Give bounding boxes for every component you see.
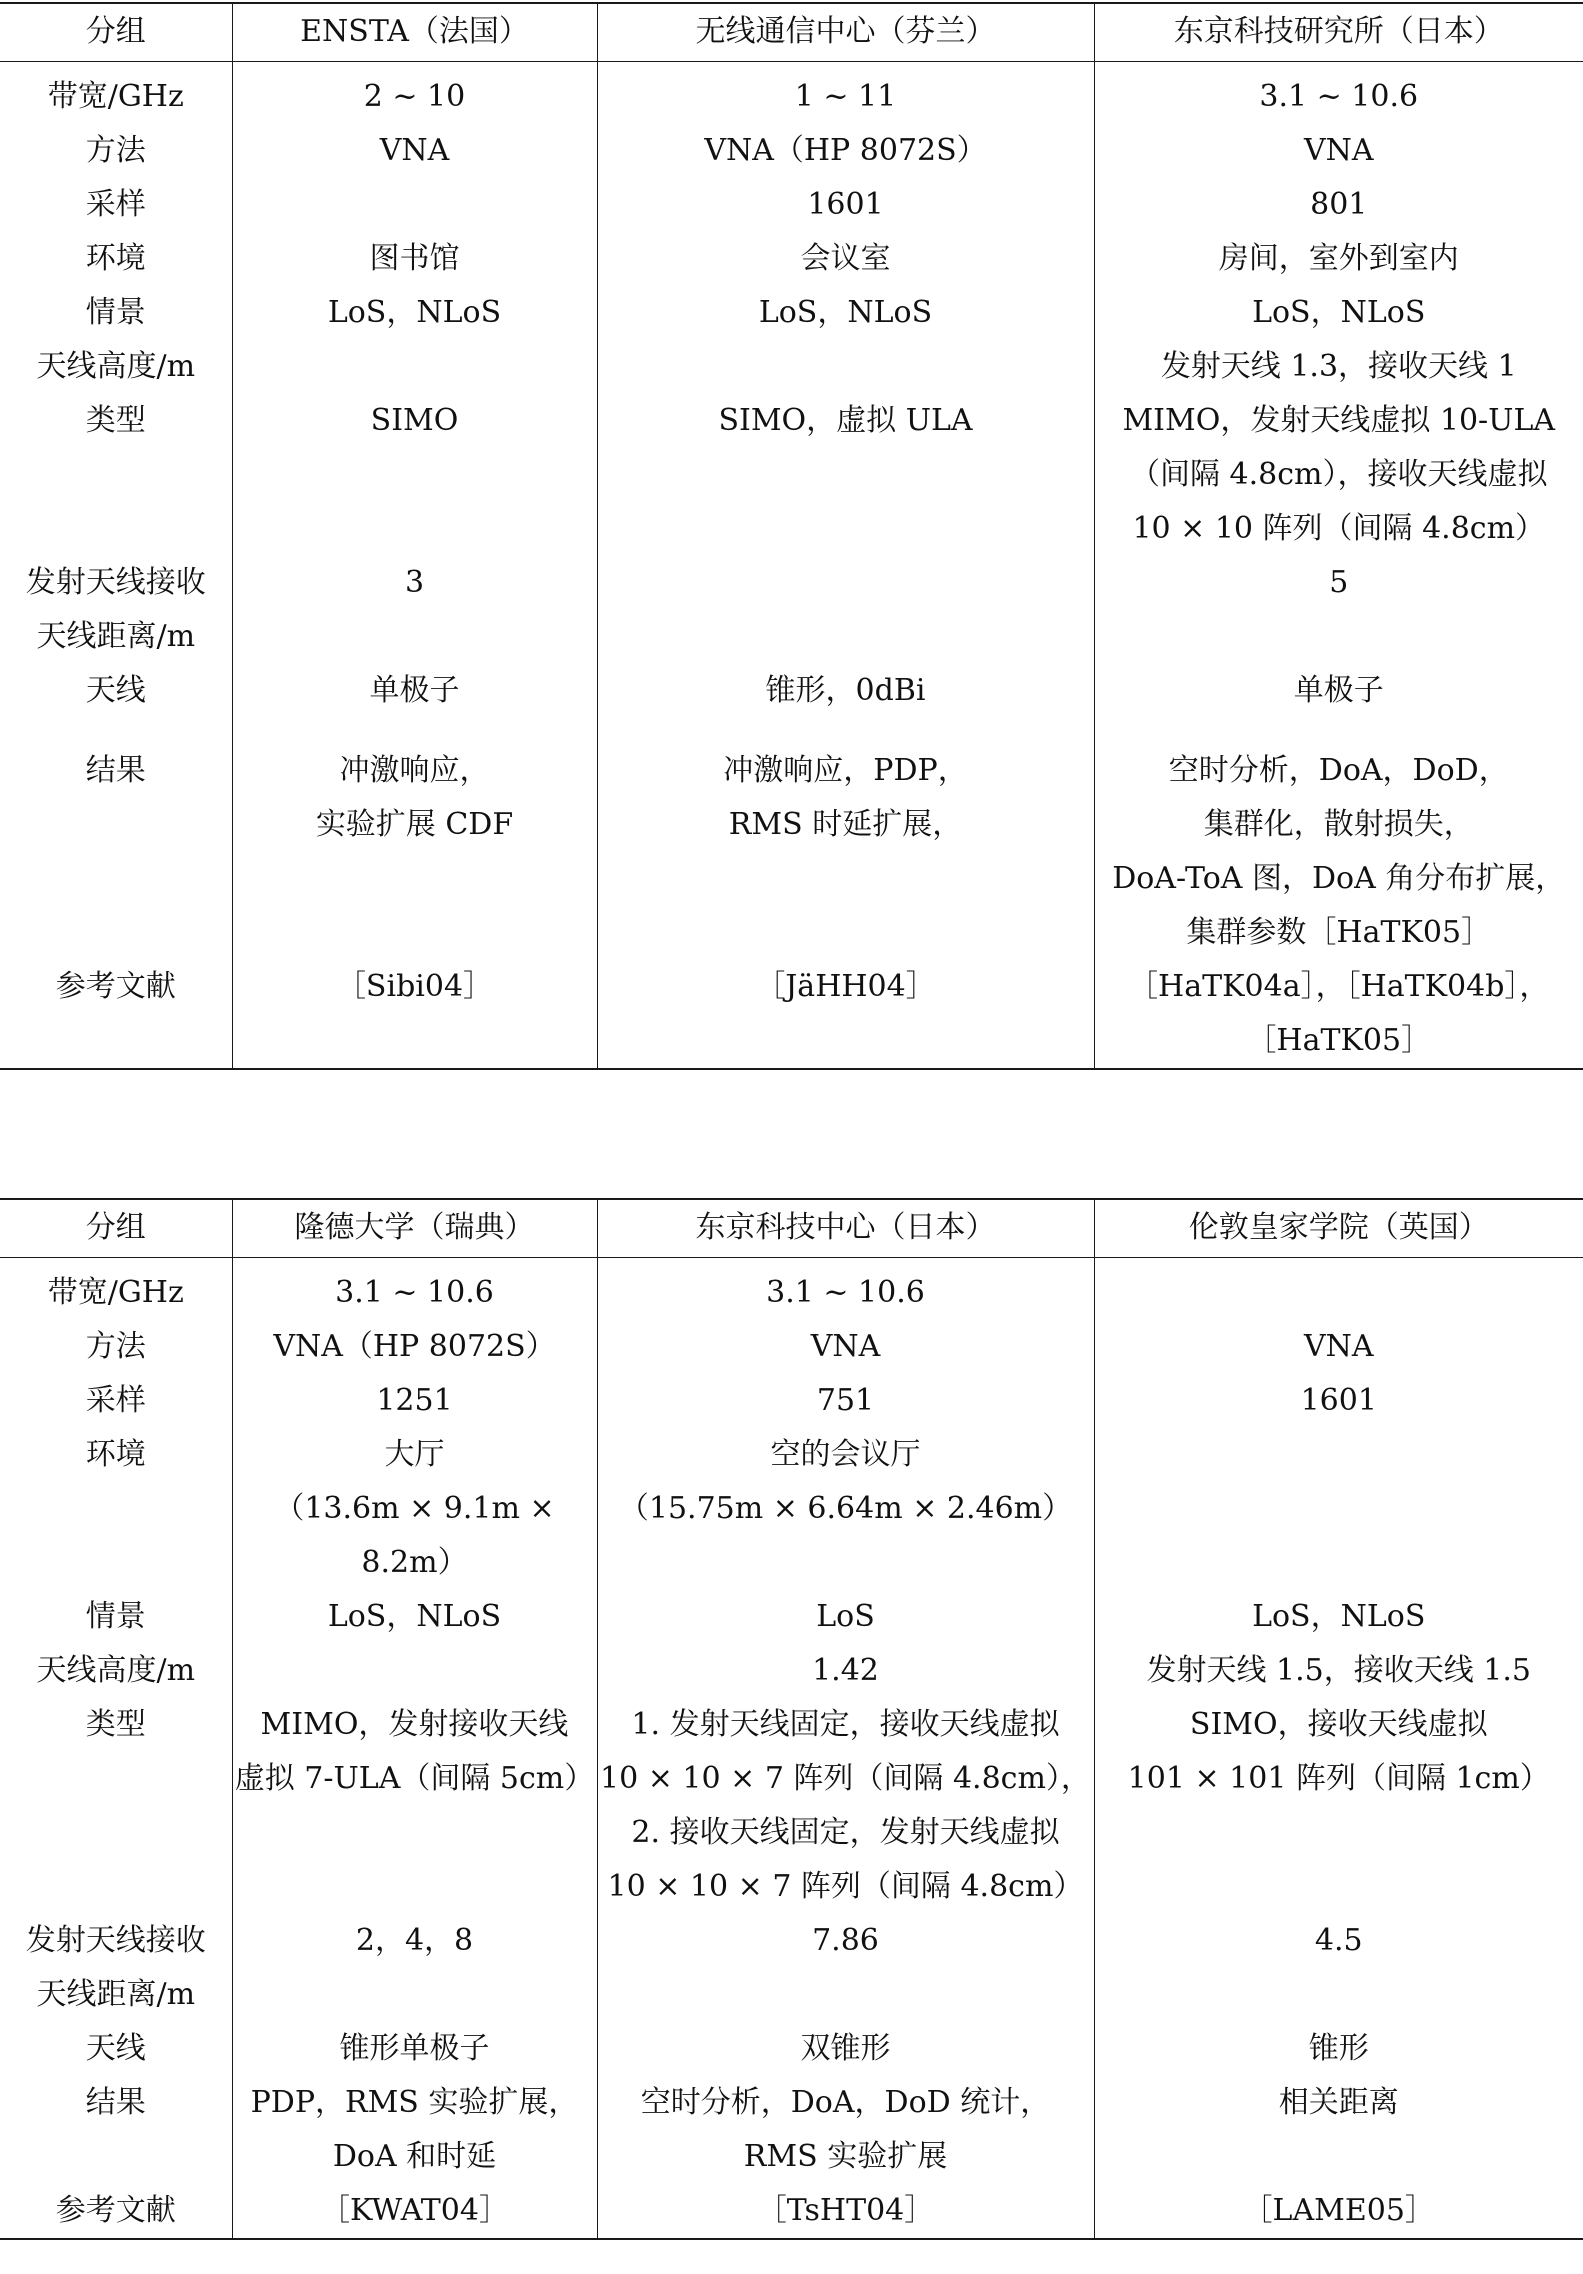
table-row [0,124,1583,178]
row-label: 参考文献 [55,2192,176,2228]
table-cell: 单极子 [232,664,597,744]
table-cell: LoS，NLoS [1094,1590,1583,1644]
table-cell: LoS，NLoS [232,1590,597,1644]
table-row [0,1914,1583,2022]
column-header: 无线通信中心（芬兰） [597,3,1094,61]
table-cell: VNA [1094,124,1583,178]
table-cell: 空时分析，DoA，DoD 统计， RMS 实验扩展 [597,2076,1094,2184]
row-label: 天线高度/m [36,1652,196,1688]
table-row [0,178,1583,232]
row-label: 结果 [85,2084,146,2120]
column-header: 东京科技中心（日本） [597,1199,1094,1257]
table-cell: 发射天线 1.5，接收天线 1.5 [1094,1644,1583,1698]
measurement-table-bottom [0,1198,1583,2240]
row-label: 方法 [85,1328,146,1364]
table-cell: 2 ~ 10 [232,61,597,124]
table-cell: 冲激响应， 实验扩展 CDF [232,744,597,960]
table-row [0,1644,1583,1698]
table-cell: 会议室 [597,232,1094,286]
table-cell [232,340,597,394]
table-row [0,394,1583,556]
table-cell: 相关距离 [1094,2076,1583,2184]
row-label: 带宽/GHz [47,1274,184,1310]
row-label: 类型 [85,402,146,438]
table-cell: 冲激响应，PDP， RMS 时延扩展， [597,744,1094,960]
table-row [0,2184,1583,2239]
measurement-table-top [0,2,1583,1070]
table-cell: LoS，NLoS [232,286,597,340]
row-label: 环境 [85,1436,146,1472]
table-cell: 锥形单极子 [232,2022,597,2076]
table-cell: LoS，NLoS [597,286,1094,340]
column-header: 分组 [0,1199,232,1257]
table-cell: 801 [1094,178,1583,232]
table-cell: SIMO [232,394,597,556]
table-cell: 房间，室外到室内 [1094,232,1583,286]
table-cell: 1 ~ 11 [597,61,1094,124]
table-cell: 3.1 ~ 10.6 [597,1257,1094,1320]
table-cell: 3.1 ~ 10.6 [1094,61,1583,124]
table-cell: ［JäHH04］ [597,960,1094,1069]
table-cell: 2，4，8 [232,1914,597,2022]
column-header: 东京科技研究所（日本） [1094,3,1583,61]
table-cell: VNA（HP 8072S） [597,124,1094,178]
table-cell [232,178,597,232]
table-cell: ［KWAT04］ [232,2184,597,2239]
row-label: 采样 [85,1382,146,1418]
table-row [0,232,1583,286]
table-cell: VNA [597,1320,1094,1374]
row-label: 环境 [85,240,146,276]
table-cell: VNA [232,124,597,178]
table-row [0,1428,1583,1590]
table-cell: 1601 [597,178,1094,232]
table-row [0,744,1583,960]
table-cell: LoS [597,1590,1094,1644]
table-row [0,1374,1583,1428]
row-label: 情景 [85,1598,146,1634]
row-label: 参考文献 [55,968,176,1004]
table-cell [1094,1257,1583,1320]
table-header-row [0,1199,1583,1257]
table-cell: MIMO，发射接收天线 虚拟 7-ULA（间隔 5cm） [232,1698,597,1914]
table-cell: ［HaTK04a］，［HaTK04b］， ［HaTK05］ [1094,960,1583,1069]
table-cell: 1.42 [597,1644,1094,1698]
column-header: 隆德大学（瑞典） [232,1199,597,1257]
table-cell: LoS，NLoS [1094,286,1583,340]
table-row [0,960,1583,1069]
row-label: 类型 [85,1706,146,1742]
table-row [0,664,1583,744]
table-cell: 7.86 [597,1914,1094,2022]
table-header-row [0,3,1583,61]
table-row [0,61,1583,124]
table-cell: VNA（HP 8072S） [232,1320,597,1374]
table-cell: SIMO，虚拟 ULA [597,394,1094,556]
table-row [0,2076,1583,2184]
row-label: 情景 [85,294,146,330]
table-cell: 751 [597,1374,1094,1428]
column-header: ENSTA（法国） [232,3,597,61]
table-row [0,2022,1583,2076]
column-header: 分组 [0,3,232,61]
table-cell: ［LAME05］ [1094,2184,1583,2239]
table-cell: 空的会议厅 （15.75m × 6.64m × 2.46m） [597,1428,1094,1590]
table-cell: 单极子 [1094,664,1583,744]
table-cell [597,340,1094,394]
table-cell: 1251 [232,1374,597,1428]
table-cell: 发射天线 1.3，接收天线 1 [1094,340,1583,394]
table-row [0,1257,1583,1320]
table-cell: 1601 [1094,1374,1583,1428]
table-cell: ［Sibi04］ [232,960,597,1069]
table-row [0,286,1583,340]
table-cell: SIMO，接收天线虚拟 101 × 101 阵列（间隔 1cm） [1094,1698,1583,1914]
table-cell: 5 [1094,556,1583,664]
row-label: 天线 [85,672,146,708]
table-cell: PDP，RMS 实验扩展， DoA 和时延 [232,2076,597,2184]
table-cell: MIMO，发射天线虚拟 10-ULA （间隔 4.8cm），接收天线虚拟 10 × 10 阵列（间隔 4.8cm） [1094,394,1583,556]
table-cell: 锥形 [1094,2022,1583,2076]
row-label: 结果 [85,752,146,788]
table-row [0,1698,1583,1914]
row-label: 方法 [85,132,146,168]
table-cell: 3 [232,556,597,664]
table-row [0,1320,1583,1374]
table-cell: ［TsHT04］ [597,2184,1094,2239]
table-row [0,340,1583,394]
column-header: 伦敦皇家学院（英国） [1094,1199,1583,1257]
table-cell: 锥形，0dBi [597,664,1094,744]
table-cell [232,1644,597,1698]
table-cell [597,556,1094,664]
table-cell: 图书馆 [232,232,597,286]
table-cell: 4.5 [1094,1914,1583,2022]
row-label: 天线 [85,2030,146,2066]
row-label: 天线高度/m [36,348,196,384]
table-row [0,556,1583,664]
table-cell [1094,1428,1583,1590]
table-cell: VNA [1094,1320,1583,1374]
row-label: 发射天线接收 天线距离/m [25,564,206,654]
table-cell: 3.1 ~ 10.6 [232,1257,597,1320]
table-cell: 空时分析，DoA，DoD， 集群化，散射损失， DoA-ToA 图，DoA 角分布扩展， 集群参数［HaTK05］ [1094,744,1583,960]
table-cell: 1. 发射天线固定，接收天线虚拟 10 × 10 × 7 阵列（间隔 4.8cm）， 2. 接收天线固定，发射天线虚拟 10 × 10 × 7 阵列（间隔 4.8cm） [597,1698,1094,1914]
row-label: 发射天线接收 天线距离/m [25,1922,206,2012]
row-label: 带宽/GHz [47,78,184,114]
table-cell: 大厅 （13.6m × 9.1m × 8.2m） [232,1428,597,1590]
table-cell: 双锥形 [597,2022,1094,2076]
row-label: 采样 [85,186,146,222]
table-row [0,1590,1583,1644]
